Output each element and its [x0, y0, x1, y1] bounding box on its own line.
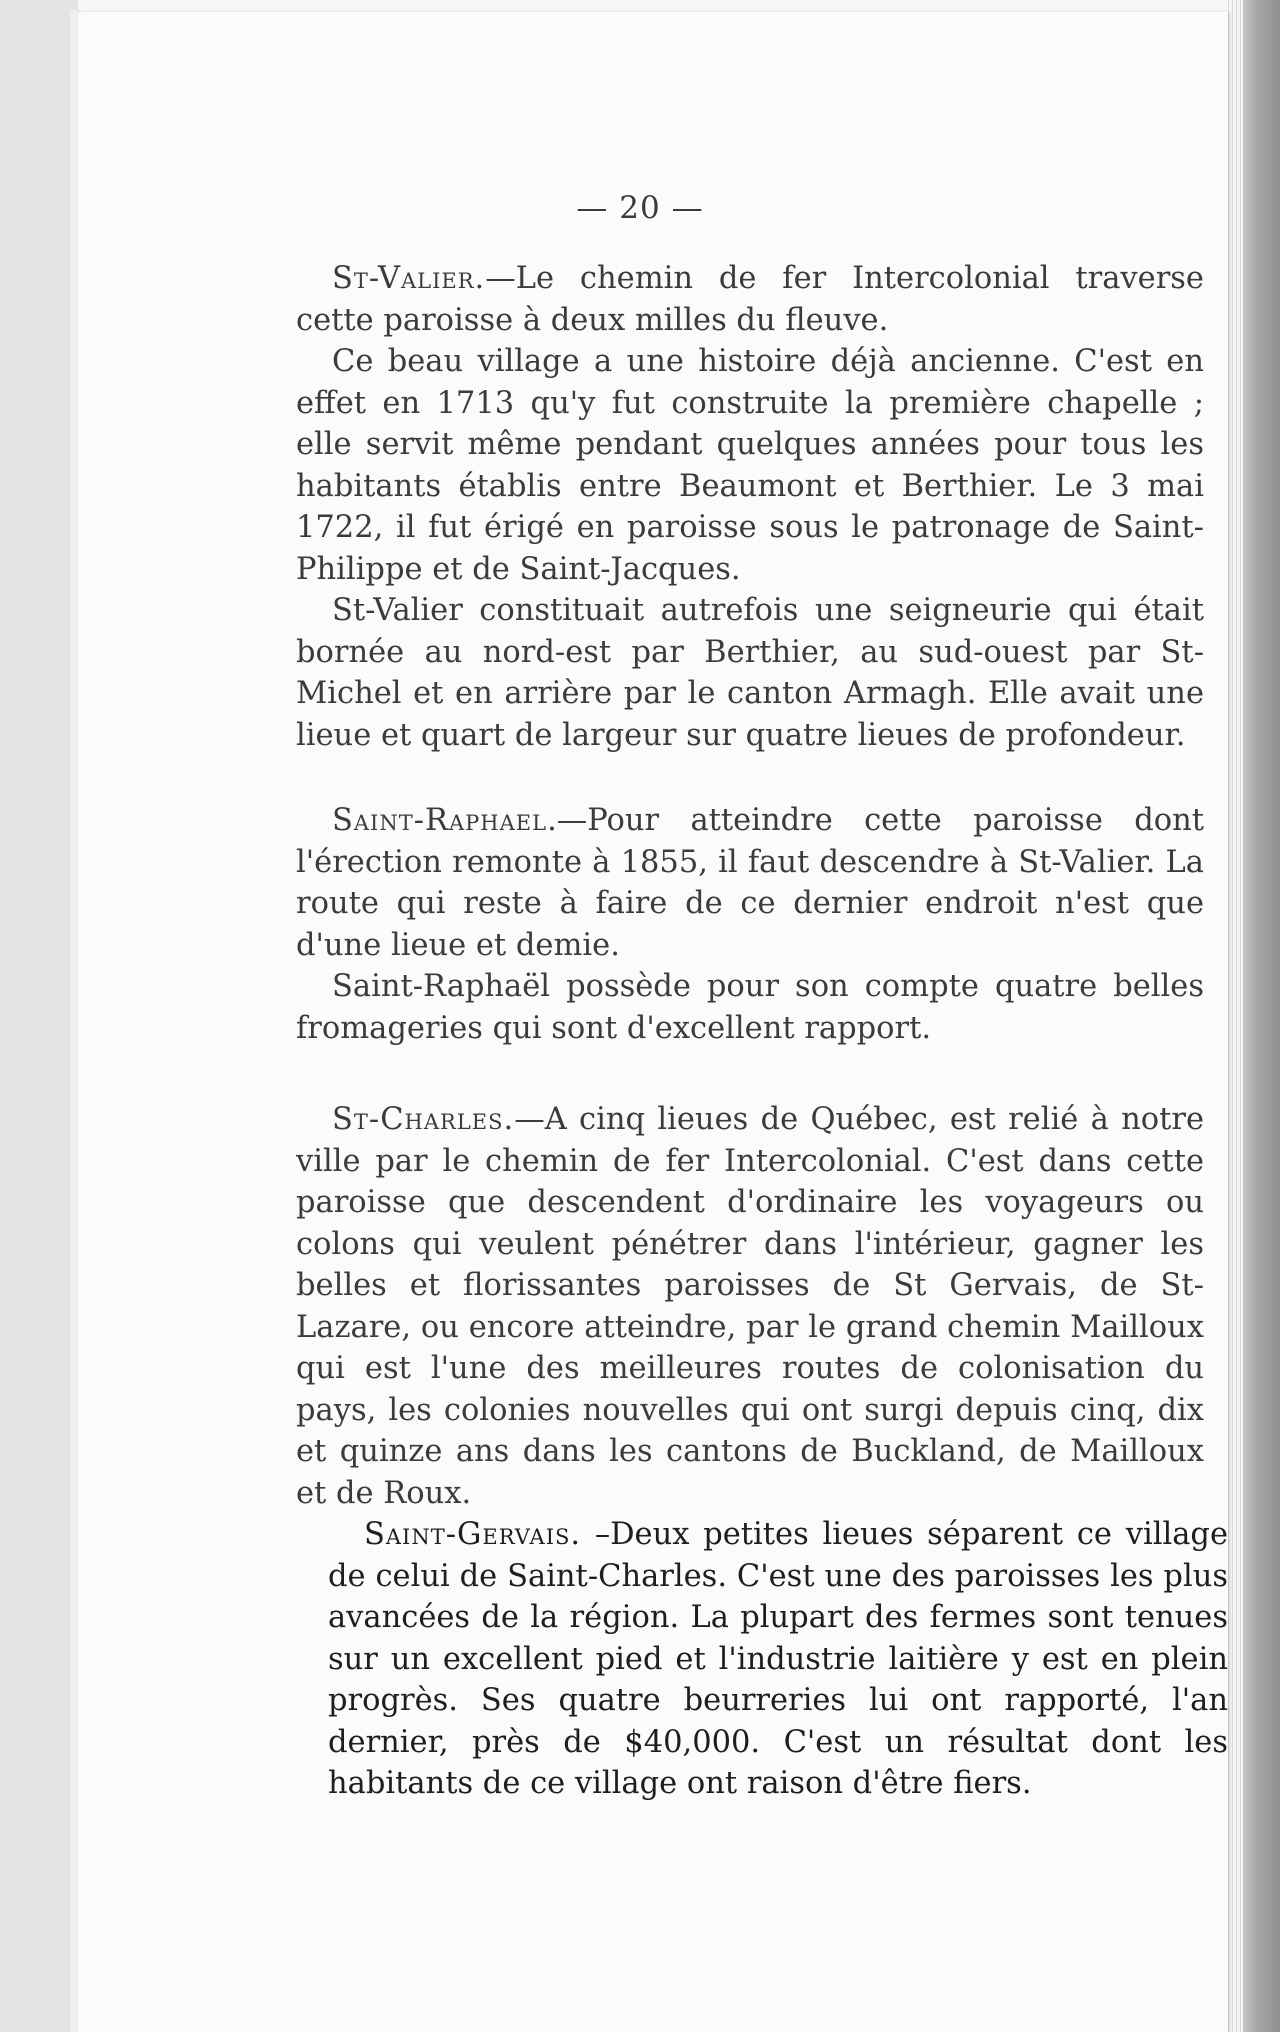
paragraph-text: —Le chemin de fer Intercolonial traverse cette paroisse à deux milles du fleuve. — [296, 261, 1204, 338]
paragraph: Ce beau village a une histoire déjà ancienne. C'est en effet en 1713 qu'y fut construite la première chapelle ; elle servit même pendant quelques années pour tous les habitants établis entre Beaumont et Berthier. Le 3 mai 1722, il fut érigé en paroisse sous le patronage de Saint-Philippe et de Saint-Jacques. — [296, 344, 1204, 587]
section-st-valier — [296, 258, 1204, 756]
paragraph-text: —A cinq lieues de Québec, est relié à notre ville par le chemin de fer Intercolonial. C'est dans cette paroisse que descendent d'ordinaire les voyageurs ou colons qui veulent pénétrer dans l'intérieur, gagner les belles et florissantes paroisses de St Gervais, de St-Lazare, ou encore atteindre, par le grand chemin Mailloux qui est l'une des meilleures routes de colonisation du pays, les colonies nouvelles qui ont surgi depuis cinq, dix et quinze ans dans les cantons de Buckland, de Mailloux et de Roux. — [296, 1102, 1204, 1511]
paragraph — [296, 1099, 1204, 1514]
page-number: — 20 — — [576, 190, 704, 226]
paragraph — [296, 258, 1204, 341]
section-saint-raphael — [296, 800, 1204, 1049]
paragraph-text: –Deux petites lieues séparent ce village de celui de Saint-Charles. C'est une des paroisses les plus avancées de la région. La plupart des fermes sont tenues sur un excellent pied et l'industrie laitière y est en plein progrès. Ses quatre beurreries lui ont rapporté, l'an dernier, près de $40,000. C'est un résultat dont les habitants de ce village ont raison d'être fiers. — [328, 1517, 1228, 1801]
section-heading: St-Charles. — [332, 1102, 515, 1137]
section-st-charles — [296, 1099, 1204, 1514]
section-heading: Saint-Gervais. — [364, 1517, 582, 1552]
paragraph — [296, 800, 1204, 966]
section-heading: Saint-Raphael — [332, 803, 548, 838]
scan-background-edge — [1240, 0, 1280, 2032]
paragraph — [328, 1514, 1228, 1805]
paragraph: Saint-Raphaël possède pour son compte quatre belles fromageries qui sont d'excellent rapport. — [296, 969, 1204, 1046]
section-heading: St-Valier. — [332, 261, 486, 296]
paragraph-text: .—Pour atteindre cette paroisse dont l'érection remonte à 1855, il faut descendre à St-Valier. La route qui reste à faire de ce dernier endroit n'est que d'une lieue et demie. — [296, 803, 1204, 963]
paragraph: St-Valier constituait autrefois une seigneurie qui était bornée au nord-est par Berthier, au sud-ouest par St-Michel et en arrière par le canton Armagh. Elle avait une lieue et quart de largeur sur quatre lieues de profondeur. — [296, 593, 1204, 753]
section-saint-gervais — [328, 1514, 1228, 1805]
